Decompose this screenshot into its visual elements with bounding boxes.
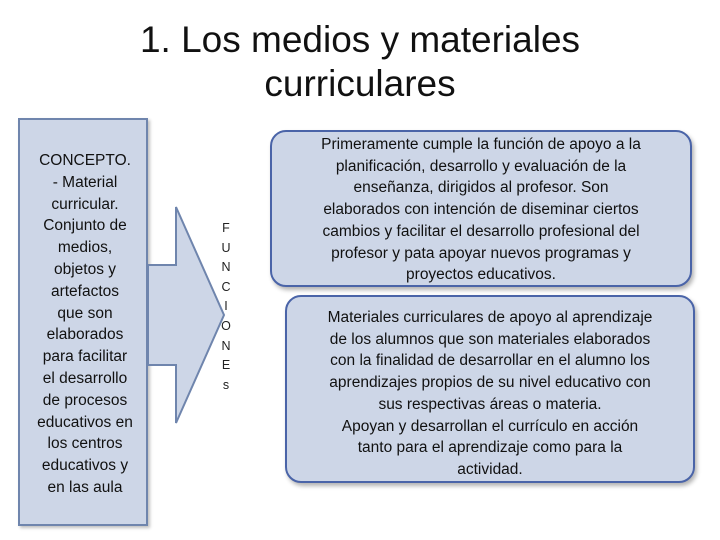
funciones-letter: E	[221, 358, 231, 373]
funciones-letter: U	[221, 240, 231, 255]
funciones-letter: I	[224, 299, 228, 314]
funciones-letter: s	[222, 377, 230, 392]
funciones-letter: N	[221, 260, 231, 275]
function-box-student-learning-text: Materiales curriculares de apoyo al aprendizaje de los alumnos que son materiales elaborados con la finalidad de desarrollar en el alumno los aprendizajes propios de su nivel educativo con sus respectivas áreas o materia. Apoyan y desarrollan el currículo en acción tanto para el aprendizaje como para la actividad.	[327, 309, 653, 478]
arrow-body	[148, 207, 224, 423]
concept-text: CONCEPTO. - Material curricular. Conjunto de medios, objetos y artefactos que son elaborados para facilitar el desarrollo de procesos educativos en los centros educativos y en las aula	[37, 152, 133, 496]
funciones-letter: F	[222, 221, 230, 235]
funciones-vertical-label	[214, 219, 238, 395]
slide-title: 1. Los medios y materiales curriculares	[139, 19, 581, 104]
function-box-teacher-support-text: Primeramente cumple la función de apoyo a la planificación, desarrollo y evaluación de la enseñanza, dirigidos al profesor. Son elaborados con intención de diseminar ciertos cambios y facilitar el desarrollo profesional del profesor y pata apoyar nuevos programas y proyectos educativos.	[321, 136, 641, 284]
funciones-letter: N	[221, 338, 231, 353]
funciones-letter: C	[221, 279, 231, 294]
funciones-letter: O	[221, 318, 231, 333]
